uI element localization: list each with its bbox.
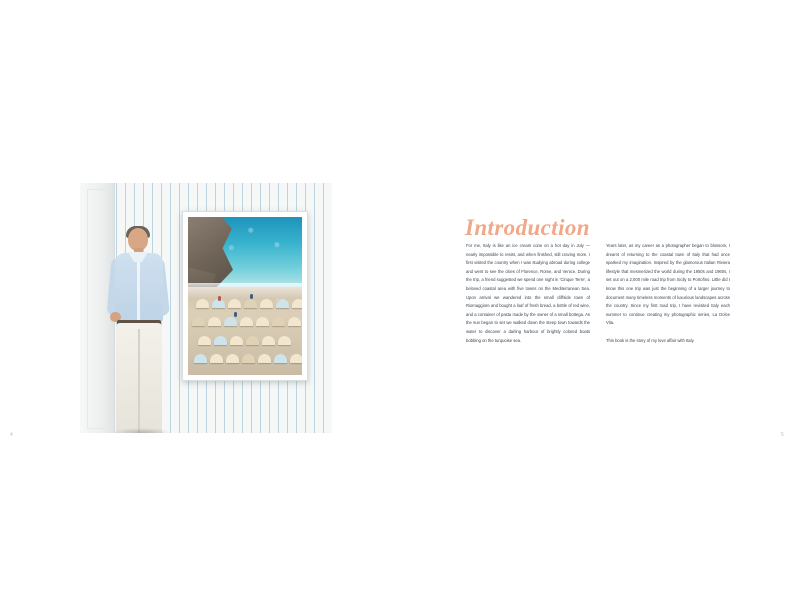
paragraph: Years later, as my career as a photographer began to blossom, I dreamt of returning to the coastal town of Italy that had once sparked my imagination. Inspired by the glamorous Italian Riviera lifestyle that mesmerized the world during the 1950s and 1960s, I set out on a 2,000 mile road trip from Sicily to Portofino. Little did I know this one trip was just the beginning of a larger journey to document many timeless moments of luxurious landscapes across the country. Since my first road trip, I have revisited Italy each summer to continue creating my photographic series, La Dolce Vita. [606, 243, 730, 326]
left-page [10, 170, 400, 445]
floor-shadow [112, 428, 172, 433]
artwork-image [188, 217, 302, 375]
page-title: Introduction [465, 215, 590, 240]
beachgoer [218, 296, 221, 301]
shirt [115, 253, 163, 323]
shoreline [188, 283, 302, 299]
column-two [606, 242, 730, 355]
beachgoer [234, 312, 237, 317]
paragraph: This book is the story of my love affair with Italy. [606, 337, 695, 343]
umbrella-row [190, 299, 302, 313]
photograph [80, 183, 332, 433]
umbrella-row [190, 354, 302, 368]
beachgoer [276, 298, 279, 303]
page-number-left: 4 [10, 432, 13, 438]
trousers [116, 323, 162, 433]
person-portrait [104, 228, 178, 433]
page-number-right: 5 [781, 432, 784, 438]
column-one [466, 242, 590, 355]
text-columns [466, 242, 730, 355]
framed-artwork [182, 211, 308, 381]
umbrella-row [190, 336, 302, 350]
right-page [400, 170, 790, 445]
umbrella-row [190, 317, 302, 331]
paragraph: For me, Italy is like an ice cream cone on a hot day in July — nearly impossible to resist, and when finished, still craving more. I first visited the country when I was studying abroad during college and went to see the cities of Florence, Rome, and Venice. During the trip, a friend suggested we spend one night in 'Cinque Terre', a beloved coastal area with five towns on the Mediterranean Sea. Upon arrival we wandered into the small cliffside town of Riomaggiore and bought a loaf of fresh bread, a bottle of red wine, and a container of pasta made by the owner of a small bottega. As the sun began to set we walked down the steep town towards the water to discover a darling harbour of brightly colored boats bobbing on the turquoise sea. [466, 243, 590, 343]
